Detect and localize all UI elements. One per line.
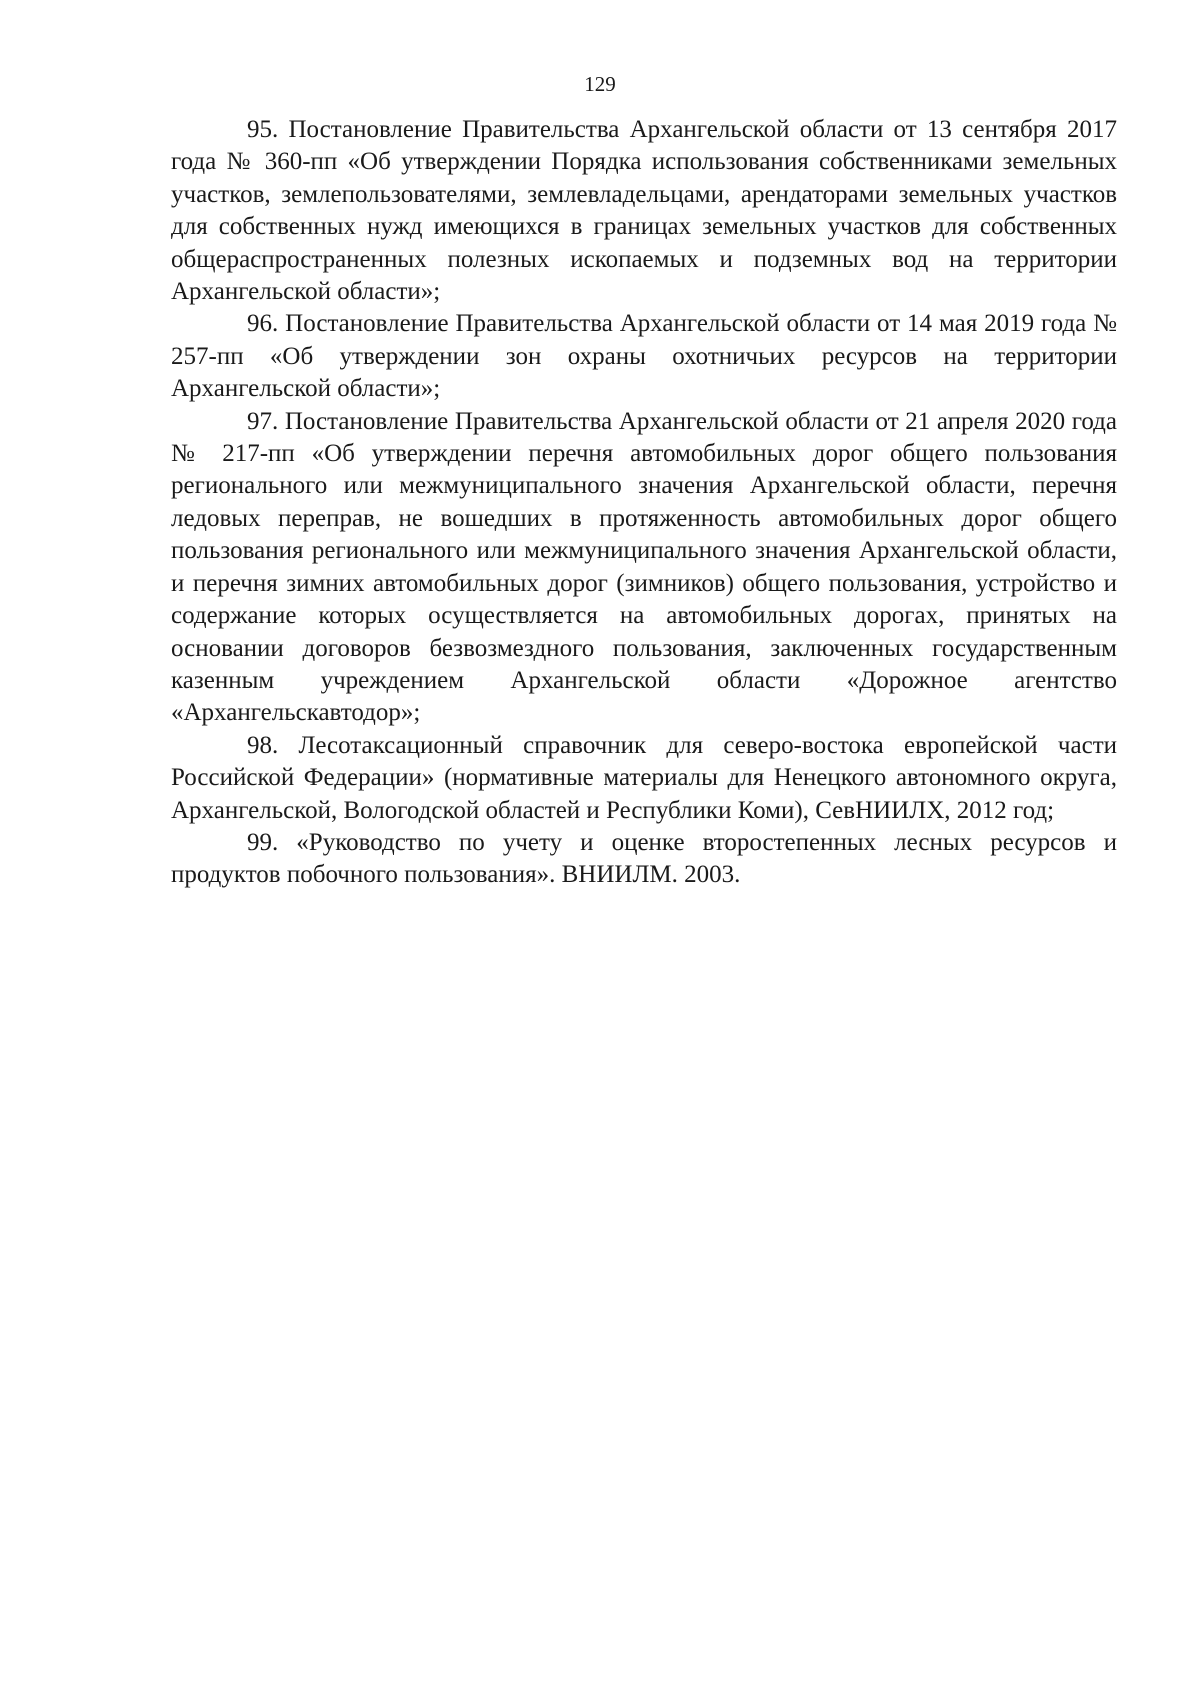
list-item — [171, 114, 1117, 308]
item-text: Лесотаксационный справочник для северо-востока европейской части Российской Федерации» (нормативные материалы для Ненецкого автономного округа, Архангельской, Вологодской областей и Республики Коми), СевНИИЛХ, 2012 год; — [171, 731, 1118, 824]
list-item — [171, 406, 1117, 730]
item-number: 95. — [247, 116, 279, 143]
item-text: Постановление Правительства Архангельской области от 14 мая 2019 года № 257-пп «Об утверждении зон охраны охотничьих ресурсов на территории Архангельской области»; — [171, 310, 1117, 403]
item-number: 97. — [247, 407, 279, 435]
item-number: 96. — [247, 310, 279, 338]
item-number: 99. — [247, 828, 279, 856]
reference-list — [171, 114, 1117, 892]
list-item — [171, 730, 1117, 827]
item-number: 98. — [247, 731, 279, 759]
item-text: «Руководство по учету и оценке второстепенных лесных ресурсов и продуктов побочного пользования». ВНИИЛМ. 2003. — [171, 828, 1118, 889]
list-item — [171, 308, 1117, 405]
list-item — [171, 827, 1117, 892]
item-text: Постановление Правительства Архангельской области от 13 сентября 2017 года № 360-пп «Об утверждении Порядка использования собственниками земельных участков, землепользователями, землевладельцами, арендаторами земельных участков для собственных нужд имеющихся в границах земельных участков для собственных общераспространенных полезных ископаемых и подземных вод на территории Архангельской области»; — [171, 116, 1117, 306]
item-text: Постановление Правительства Архангельской области от 21 апреля 2020 года № 217-пп «Об утверждении перечня автомобильных дорог общего пользования регионального или межмуниципального значения Архангельской области, перечня ледовых переправ, не вошедших в протяженность автомобильных дорог общего пользования регионального или межмуниципального значения Архангельской области, и перечня зимних автомобильных дорог (зимников) общего пользования, устройство и содержание которых осуществляется на автомобильных дорогах, принятых на основании договоров безвозмездного пользования, заключенных государственным казенным учреждением Архангельской области «Дорожное агентство «Архангельскавтодор»; — [171, 407, 1117, 727]
page-number: 129 — [584, 72, 616, 96]
